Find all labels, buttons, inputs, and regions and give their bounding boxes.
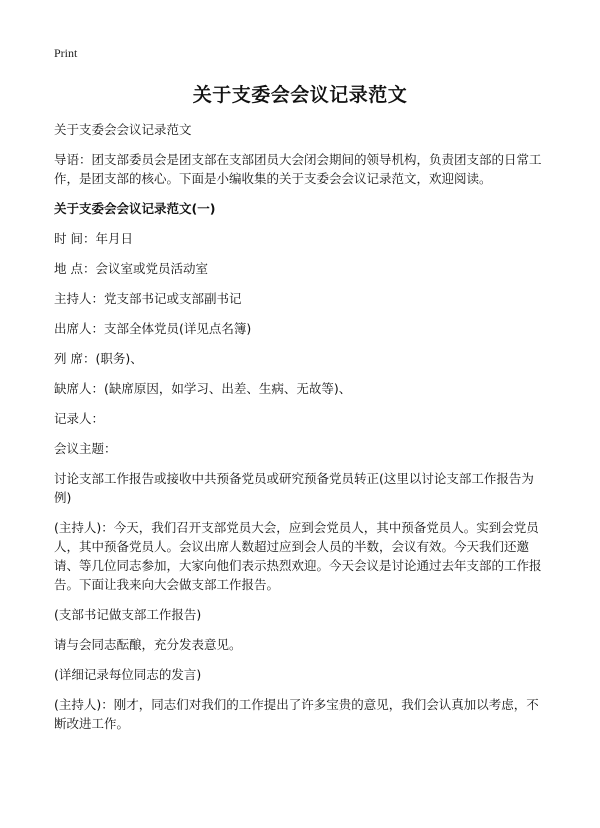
document-title: 关于支委会会议记录范文	[192, 84, 408, 106]
discussion-invite: 请与会同志酝酿，充分发表意见。	[54, 637, 242, 652]
record-note: (详细记录每位同志的发言)	[54, 667, 202, 682]
meeting-absent: 缺席人：(缺席原因，如学习、出差、生病、无故等)、	[54, 381, 352, 396]
document-subtitle: 关于支委会会议记录范文	[54, 122, 192, 137]
meeting-topic-label: 会议主题：	[54, 441, 117, 456]
meeting-time: 时 间：年月日	[54, 231, 133, 246]
document-body	[54, 120, 550, 744]
section-heading: 关于支委会会议记录范文(一)	[54, 201, 216, 216]
meeting-recorder: 记录人：	[54, 411, 105, 426]
meeting-attendees: 出席人：支部全体党员(详见点名簿)	[54, 321, 252, 336]
print-label: Print	[54, 46, 78, 60]
meeting-host: 主持人：党支部书记或支部副书记	[54, 291, 242, 306]
meeting-observers: 列 席：(职务)、	[54, 351, 143, 366]
meeting-topic: 讨论支部工作报告或接收中共预备党员或研究预备党员转正(这里以讨论支部工作报告为例)	[54, 471, 534, 505]
host-speech-closing: (主持人)：刚才，同志们对我们的工作提出了许多宝贵的意见，我们会认真加以考虑，不断改进工作。	[54, 697, 539, 731]
intro-paragraph: 导语：团支部委员会是团支部在支部团员大会闭会期间的领导机构，负责团支部的日常工作，是团支部的核心。下面是小编收集的关于支委会会议记录范文，欢迎阅读。	[54, 152, 542, 186]
secretary-report-note: (支部书记做支部工作报告)	[54, 607, 202, 622]
meeting-place: 地 点：会议室或党员活动室	[54, 261, 208, 276]
host-speech-opening: (主持人)：今天，我们召开支部党员大会，应到会党员人，其中预备党员人。实到会党员人，其中预备党员人。会议出席人数超过应到会人员的半数，会议有效。今天我们还邀请、等几位同志参加，大家向他们表示热烈欢迎。今天会议是讨论通过去年支部的工作报告。下面让我来向大会做支部工作报告。	[54, 520, 542, 592]
